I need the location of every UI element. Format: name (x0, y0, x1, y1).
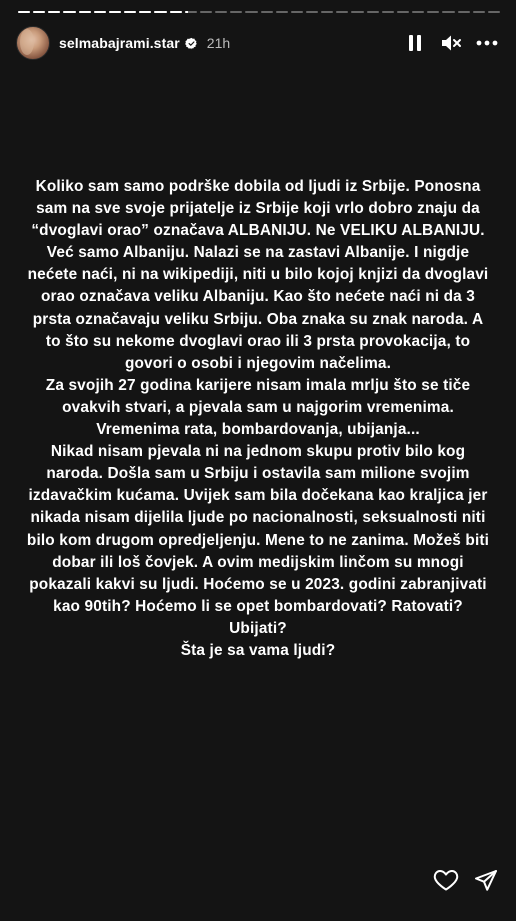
progress-segment (200, 11, 212, 13)
progress-segment-fill (185, 11, 188, 13)
progress-segment-fill (79, 11, 91, 13)
progress-segment (397, 11, 409, 13)
progress-segment (109, 11, 121, 13)
progress-segment-fill (170, 11, 182, 13)
story-text (24, 176, 492, 662)
progress-segment (33, 11, 45, 13)
progress-segment-fill (94, 11, 106, 13)
progress-segment (458, 11, 470, 13)
progress-segment (261, 11, 273, 13)
story-header (16, 25, 500, 61)
progress-segment (321, 11, 333, 13)
progress-segment (18, 11, 30, 13)
progress-segment (336, 11, 348, 13)
progress-segment (185, 11, 197, 13)
progress-segment (276, 11, 288, 13)
post-time: 21h (206, 35, 231, 51)
story-actions (420, 866, 500, 894)
progress-segment (139, 11, 151, 13)
progress-segment (291, 11, 303, 13)
progress-segment (473, 11, 485, 13)
story-progress-bar (18, 11, 500, 13)
story-paragraph-4: Šta je sa vama ljudi? (180, 641, 336, 659)
progress-segment (442, 11, 454, 13)
share-button[interactable] (472, 866, 500, 894)
progress-segment (63, 11, 75, 13)
progress-segment (382, 11, 394, 13)
story-paragraph-2: Za svojih 27 godina karijere nisam imala mrlju što se tiče ovakvih stvari, a pjevala sam u najgorim vremenima. Vremenima rata, bombardovanja, ubijanja... (45, 376, 471, 439)
more-options-icon (476, 40, 498, 46)
verified-badge-icon (185, 37, 198, 50)
progress-segment (124, 11, 136, 13)
heart-icon (433, 868, 459, 892)
progress-segment-fill (154, 11, 166, 13)
progress-segment-fill (18, 11, 30, 13)
progress-segment-fill (48, 11, 60, 13)
story-paragraph-1: Koliko sam samo podrške dobila od ljudi iz Srbije. Ponosna sam na sve svoje prijatelje iz Srbije koji vrlo dobro znaju da “dvoglavi orao” označava ALBANIJU. Ne VELIKU ALBANIJU. Već samo Albaniju. Nalazi se na zastavi Albanije. I nigdje nećete naći, ni na wikipediji, niti u bilo kojoj knjizi da dvoglavi orao označava veliku Albaniju. Kao što nećete naći ni da 3 prsta označavaju veliku Srbiju. Oba znaka su znak naroda. A to što su nekome dvoglavi orao ili 3 prsta provokacija, to govori o osobi i njegovim načelima. (27, 178, 489, 372)
story-paragraph-3: Nikad nisam pjevala ni na jednom skupu protiv bilo kog naroda. Došla sam u Srbiju i ostavila sam milione svojim izdavačkim kućama. Uvijek sam bila dočekana kao kraljica jer nikada nisam dijelila ljude po nacionalnosti, seksualnosti niti bilo kom drugom opredjeljenju. Mene to ne zanima. Možeš biti dobar ili loš čovjek. A ovim medijskim linčom su mnogi pokazali kakvi su ljudi. Hoćemo se u 2023. godini zabranjivati kao 90tih? Hoćemo li se opet bombardovati? Ratovati? Ubijati? (26, 443, 490, 637)
username[interactable]: selmabajrami.star (59, 35, 180, 51)
progress-segment (170, 11, 182, 13)
progress-segment-fill (63, 11, 75, 13)
progress-segment (245, 11, 257, 13)
mute-button[interactable] (438, 30, 464, 56)
progress-segment-fill (109, 11, 121, 13)
pause-icon (408, 34, 422, 52)
progress-segment (488, 11, 500, 13)
progress-segment (412, 11, 424, 13)
progress-segment (79, 11, 91, 13)
send-icon (474, 868, 498, 892)
like-button[interactable] (432, 866, 460, 894)
progress-segment (230, 11, 242, 13)
progress-segment (367, 11, 379, 13)
progress-segment-fill (33, 11, 45, 13)
pause-button[interactable] (402, 30, 428, 56)
story-controls (392, 25, 500, 61)
progress-segment (351, 11, 363, 13)
progress-segment (427, 11, 439, 13)
muted-speaker-icon (440, 33, 462, 53)
progress-segment (48, 11, 60, 13)
profile-avatar[interactable] (16, 26, 50, 60)
progress-segment (154, 11, 166, 13)
progress-segment (306, 11, 318, 13)
more-options-button[interactable] (474, 30, 500, 56)
progress-segment (215, 11, 227, 13)
progress-segment-fill (124, 11, 136, 13)
progress-segment-fill (139, 11, 151, 13)
progress-segment (94, 11, 106, 13)
